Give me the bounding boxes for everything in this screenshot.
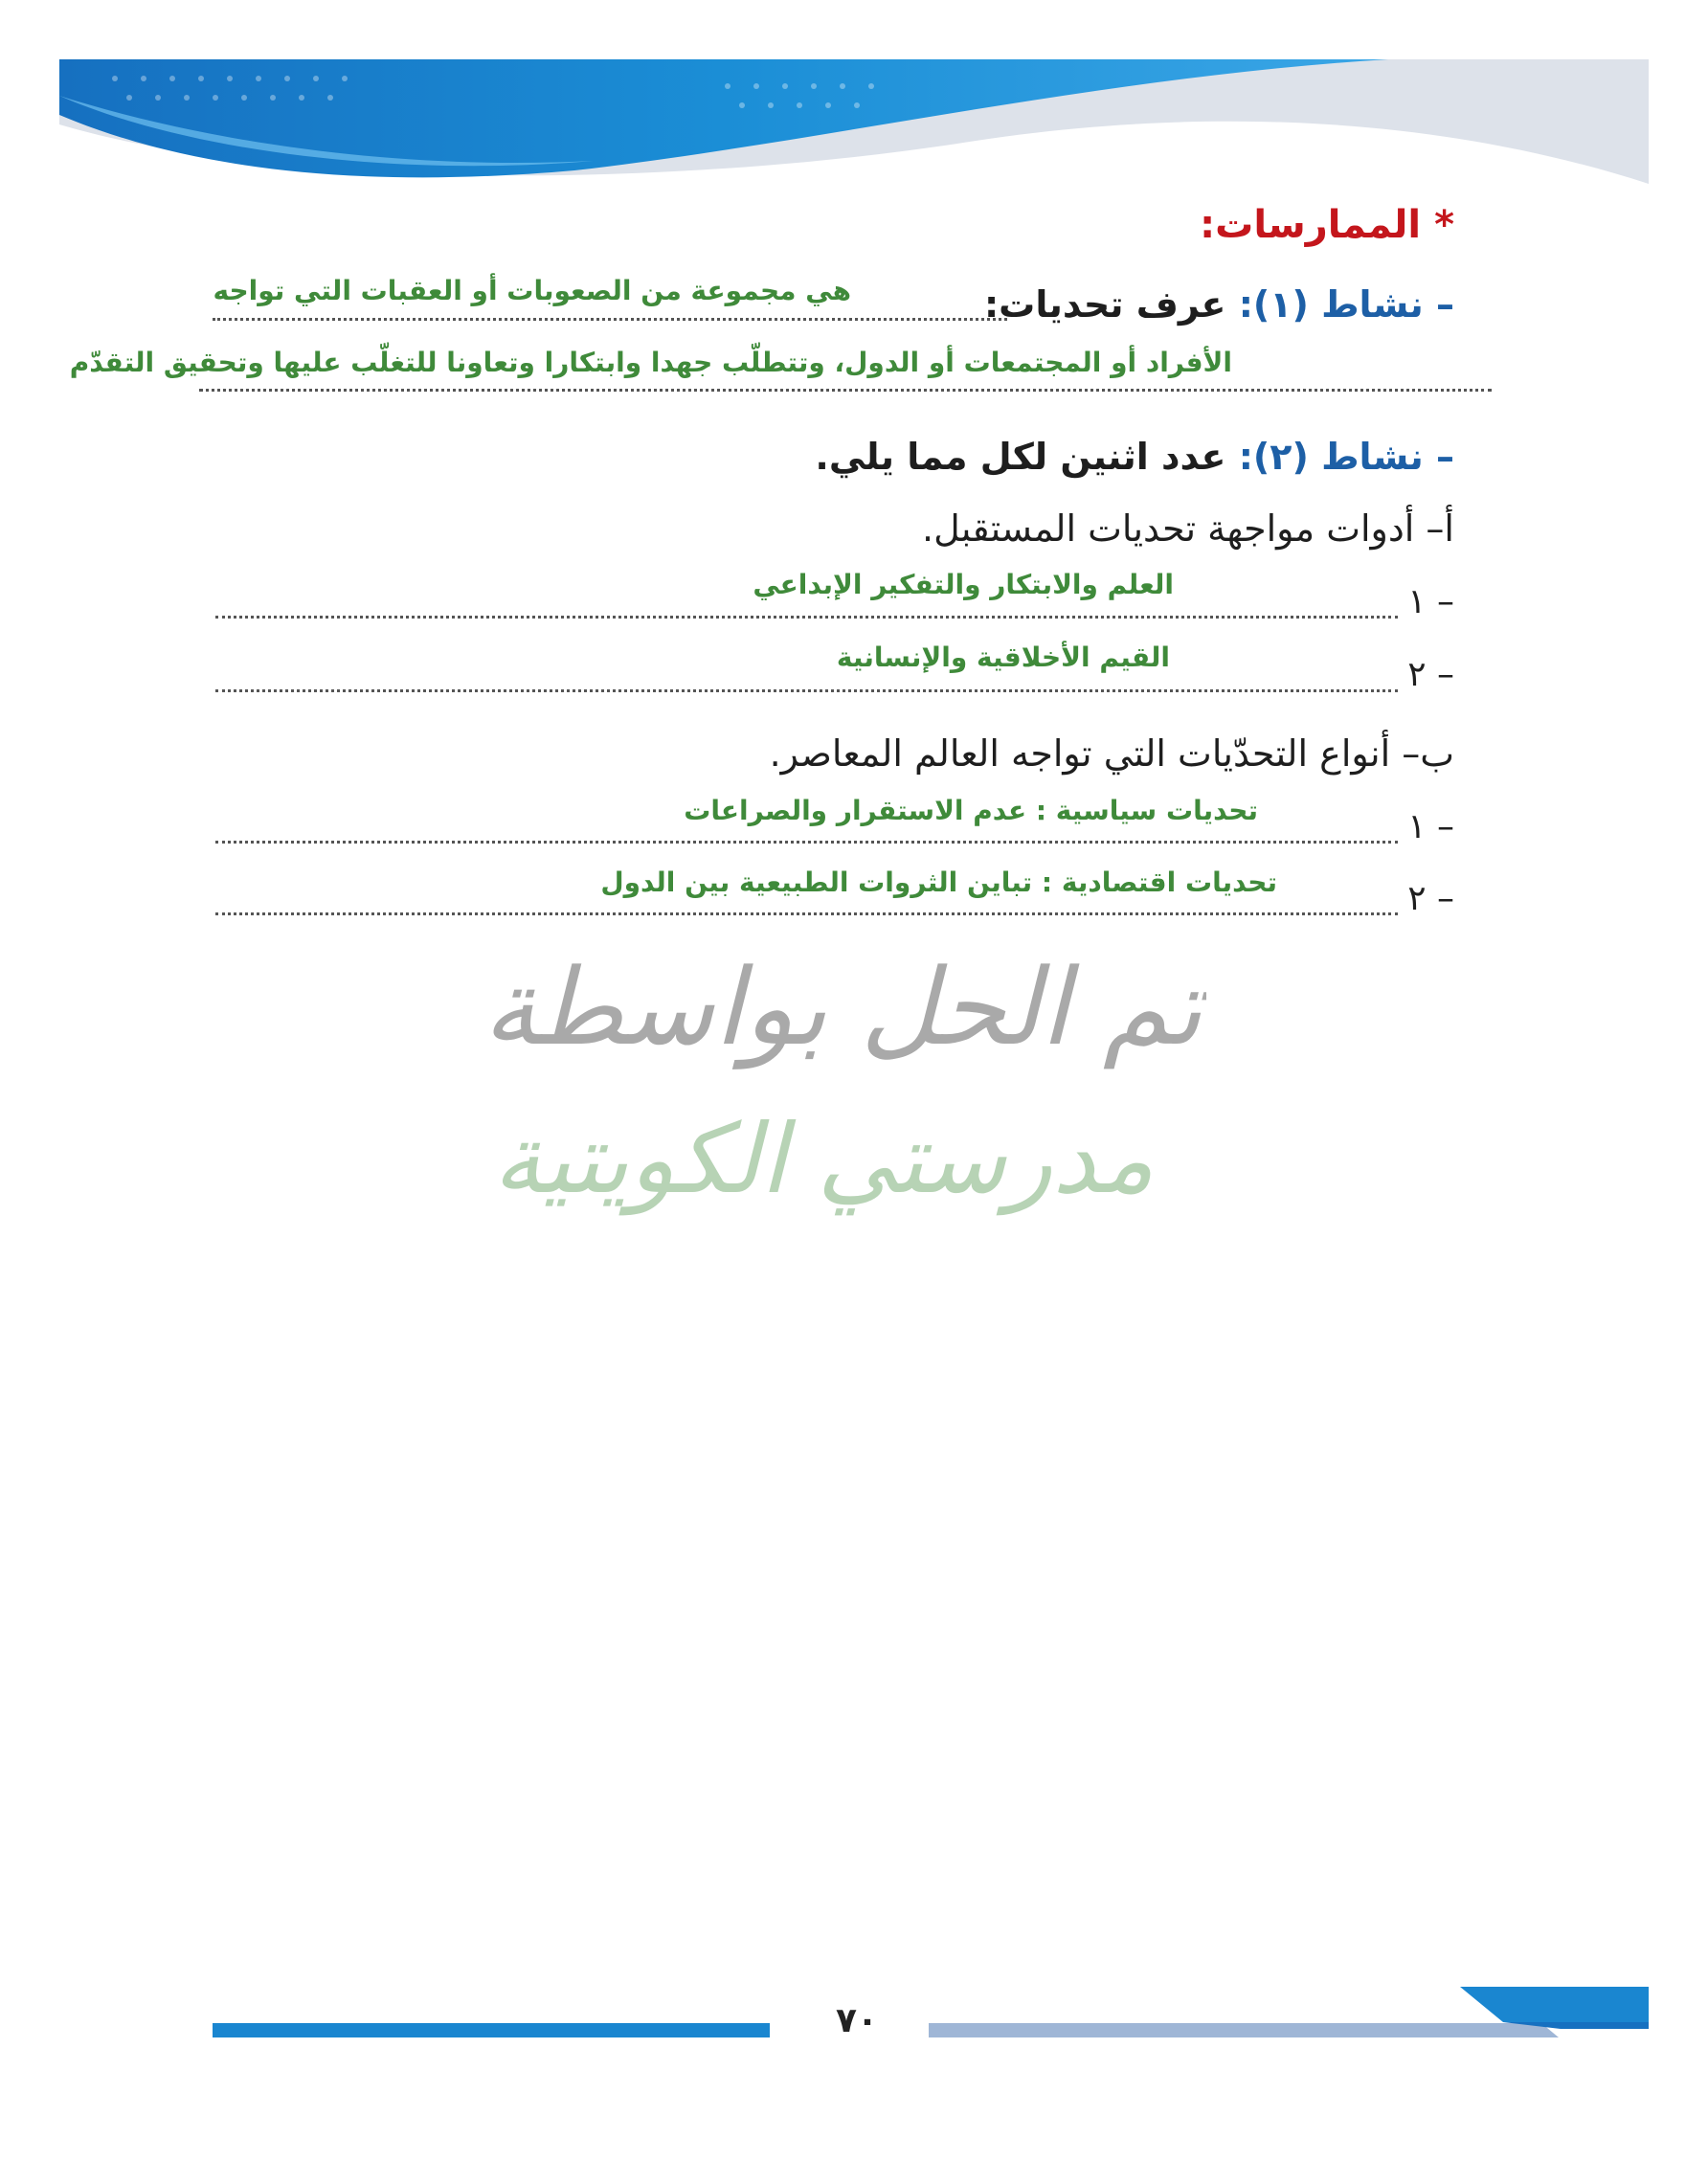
activity-1-label: – نشاط (١): (1238, 283, 1454, 326)
section-a-title: أ– أدوات مواجهة تحديات المستقبل. (922, 507, 1454, 550)
practices-heading (1200, 203, 1454, 247)
practices-title: الممارسات: (1200, 203, 1422, 247)
answer-dotted-line (199, 389, 1492, 392)
activity-2-question (815, 436, 1454, 478)
watermark-logo (479, 919, 1206, 1245)
answer-dotted-line (215, 616, 1398, 619)
section-a-answer-1: العلم والابتكار والتفكير الإبداعي (753, 569, 1174, 600)
page-number: ٧٠ (836, 2001, 878, 2040)
section-b-item-2-number: ٢ – (1407, 879, 1454, 918)
activity-1-prompt: عرف تحديات: (983, 283, 1239, 326)
activity-2-label: – نشاط (٢): (1238, 436, 1454, 478)
header-wave-decoration (0, 0, 1708, 191)
watermark-line-2: مدرستي الكويتية (492, 1103, 1155, 1215)
section-a-answer-2: القيم الأخلاقية والإنسانية (836, 642, 1170, 673)
answer-dotted-line (215, 841, 1398, 844)
footer-bar-right (929, 1987, 1649, 2044)
answer-dotted-line (213, 318, 1007, 321)
section-b-answer-2: تحديات اقتصادية : تباين الثروات الطبيعية بين الدول (600, 867, 1277, 898)
section-b-title: ب– أنواع التحدّيات التي تواجه العالم المعاصر. (769, 732, 1454, 775)
activity-1-question (984, 283, 1454, 326)
watermark-line-1: تم الحل بواسطة (483, 946, 1202, 1069)
activity-1-answer-line-1: هي مجموعة من الصعوبات أو العقبات التي تواجه (213, 275, 851, 306)
star-icon: * (1434, 203, 1454, 247)
answer-dotted-line (215, 689, 1398, 692)
footer-bar-left (213, 2023, 770, 2037)
section-a-item-2-number: ٢ – (1407, 655, 1454, 694)
activity-2-prompt: عدد اثنين لكل مما يلي. (815, 436, 1239, 478)
answer-dotted-line (215, 912, 1398, 915)
section-a-item-1-number: ١ – (1407, 582, 1454, 621)
section-b-item-1-number: ١ – (1407, 807, 1454, 846)
activity-1-answer-line-2: الأفراد أو المجتمعات أو الدول، وتتطلّب جهدا وابتكارا وتعاونا للتغلّب عليها وتحقيق التقدّم (69, 347, 1232, 378)
section-b-answer-1: تحديات سياسية : عدم الاستقرار والصراعات (684, 795, 1258, 826)
